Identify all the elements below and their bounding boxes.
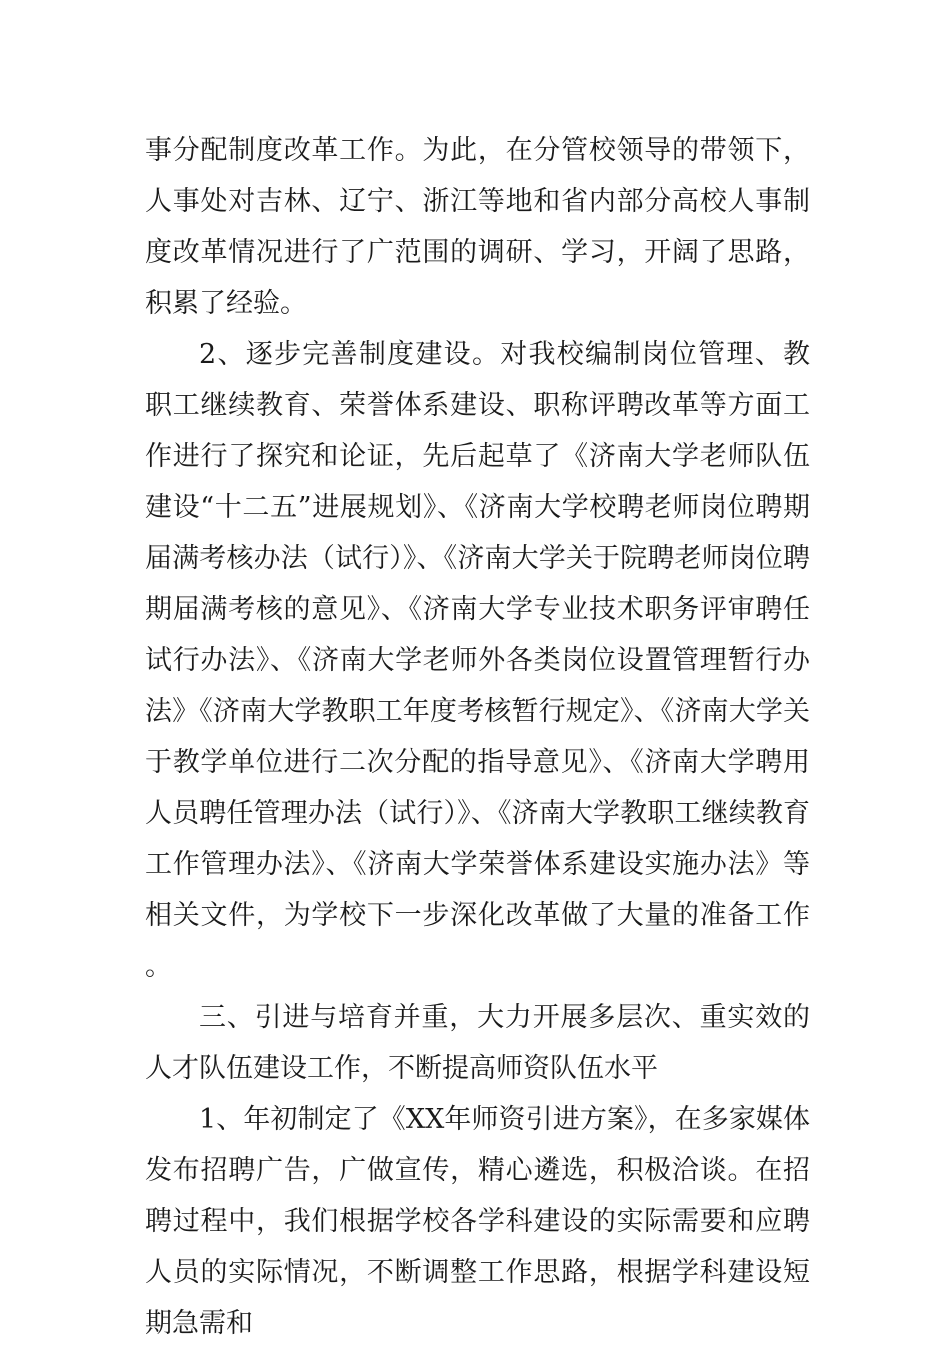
section-heading-talent: 三、引进与培育并重，大力开展多层次、重实效的人才队伍建设工作，不断提高师资队伍水平 [145, 1002, 810, 1084]
paragraph-continuation: 事分配制度改革工作。为此，在分管校领导的带领下，人事处对吉林、辽宁、浙江等地和省内部分高校人事制度改革情况进行了广范围的调研、学习，开阔了思路，积累了经验。 [145, 135, 810, 319]
document-body [145, 125, 810, 1349]
paragraph-recruitment-plan: 1、年初制定了《XX年师资引进方案》，在多家媒体发布招聘广告，广做宣传，精心遴选，积极洽谈。在招聘过程中，我们根据学校各学科建设的实际需要和应聘人员的实际情况，不断调整工作思路，根据学科建设短期急需和 [145, 1104, 810, 1339]
paragraph-system-building: 2、逐步完善制度建设。对我校编制岗位管理、教职工继续教育、荣誉体系建设、职称评聘改革等方面工作进行了探究和论证，先后起草了《济南大学老师队伍建设“十二五”进展规划》、《济南大学校聘老师岗位聘期届满考核办法（试行）》、《济南大学关于院聘老师岗位聘期届满考核的意见》、《济南大学专业技术职务评审聘任试行办法》、《济南大学老师外各类岗位设置管理暂行办法》《济南大学教职工年度考核暂行规定》、《济南大学关于教学单位进行二次分配的指导意见》、《济南大学聘用人员聘任管理办法（试行）》、《济南大学教职工继续教育工作管理办法》、《济南大学荣誉体系建设实施办法》等相关文件，为学校下一步深化改革做了大量的准备工作。 [145, 339, 810, 982]
